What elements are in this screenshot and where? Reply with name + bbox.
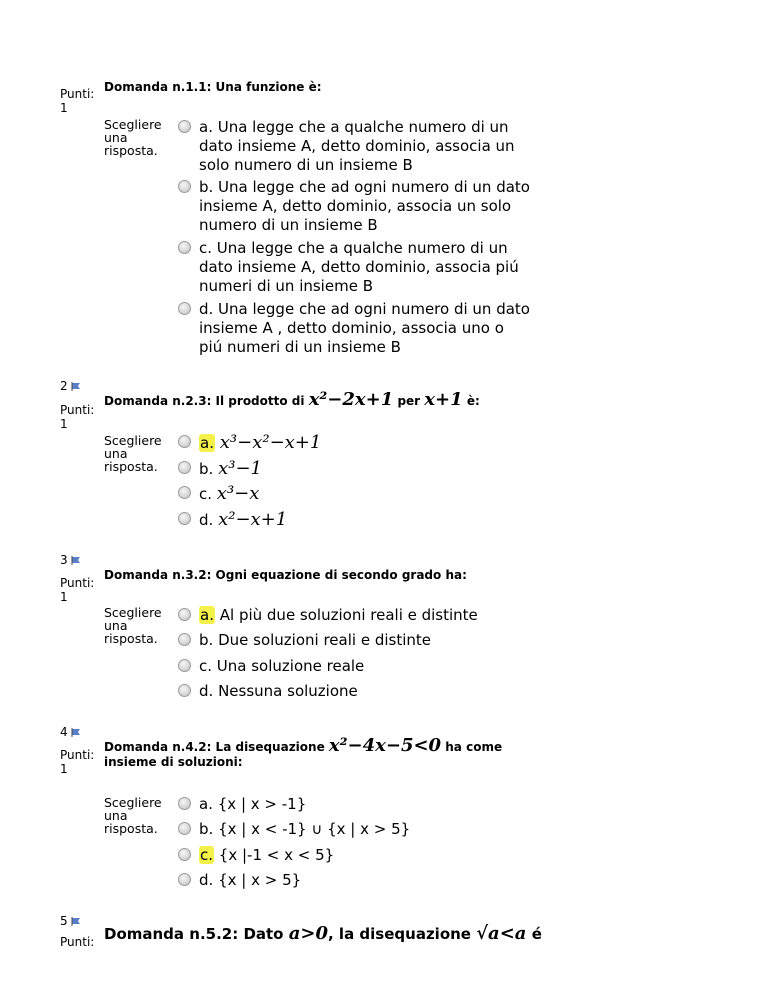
radio-button[interactable] [178, 633, 191, 646]
question-title: Domanda n.4.2: La disequazione x²−4x−5<0 ha come insieme di soluzioni: [104, 735, 503, 769]
radio-button[interactable] [178, 659, 191, 672]
radio-button[interactable] [178, 822, 191, 835]
question-number: 4 [60, 725, 83, 739]
flag-icon[interactable] [71, 382, 83, 391]
question-title: Domanda n.1.1: Una funzione è: [104, 80, 322, 94]
question-title: Domanda n.3.2: Ogni equazione di secondo grado ha: [104, 568, 467, 582]
radio-button[interactable] [178, 120, 191, 133]
radio-button[interactable] [178, 512, 191, 525]
radio-button[interactable] [178, 873, 191, 886]
radio-button[interactable] [178, 180, 191, 193]
points-label: Punti: 1 [60, 403, 95, 431]
choose-answer-label: Scegliere una risposta. [104, 117, 162, 158]
flag-icon[interactable] [71, 728, 83, 737]
points-label: Punti: [60, 935, 95, 949]
flag-icon[interactable] [71, 556, 83, 565]
radio-button[interactable] [178, 486, 191, 499]
question-number: 5 [60, 914, 83, 928]
choose-answer-label: Scegliere una risposta. [104, 433, 162, 474]
points-label: Punti: 1 [60, 576, 95, 604]
radio-button[interactable] [178, 608, 191, 621]
question-title: Domanda n.2.3: Il prodotto di x²−2x+1 per x+1 è: [104, 389, 480, 410]
radio-button[interactable] [178, 461, 191, 474]
radio-button[interactable] [178, 241, 191, 254]
points-label: Punti: 1 [60, 87, 95, 115]
radio-button[interactable] [178, 684, 191, 697]
flag-icon[interactable] [71, 917, 83, 926]
points-label: Punti: 1 [60, 748, 95, 776]
question-number: 3 [60, 553, 83, 567]
question-title: Domanda n.5.2: Dato a>0, la disequazione √a<a é [104, 923, 542, 944]
question-number: 2 [60, 379, 83, 393]
choose-answer-label: Scegliere una risposta. [104, 605, 162, 646]
radio-button[interactable] [178, 848, 191, 861]
radio-button[interactable] [178, 797, 191, 810]
radio-button[interactable] [178, 302, 191, 315]
radio-button[interactable] [178, 435, 191, 448]
choose-answer-label: Scegliere una risposta. [104, 795, 162, 836]
